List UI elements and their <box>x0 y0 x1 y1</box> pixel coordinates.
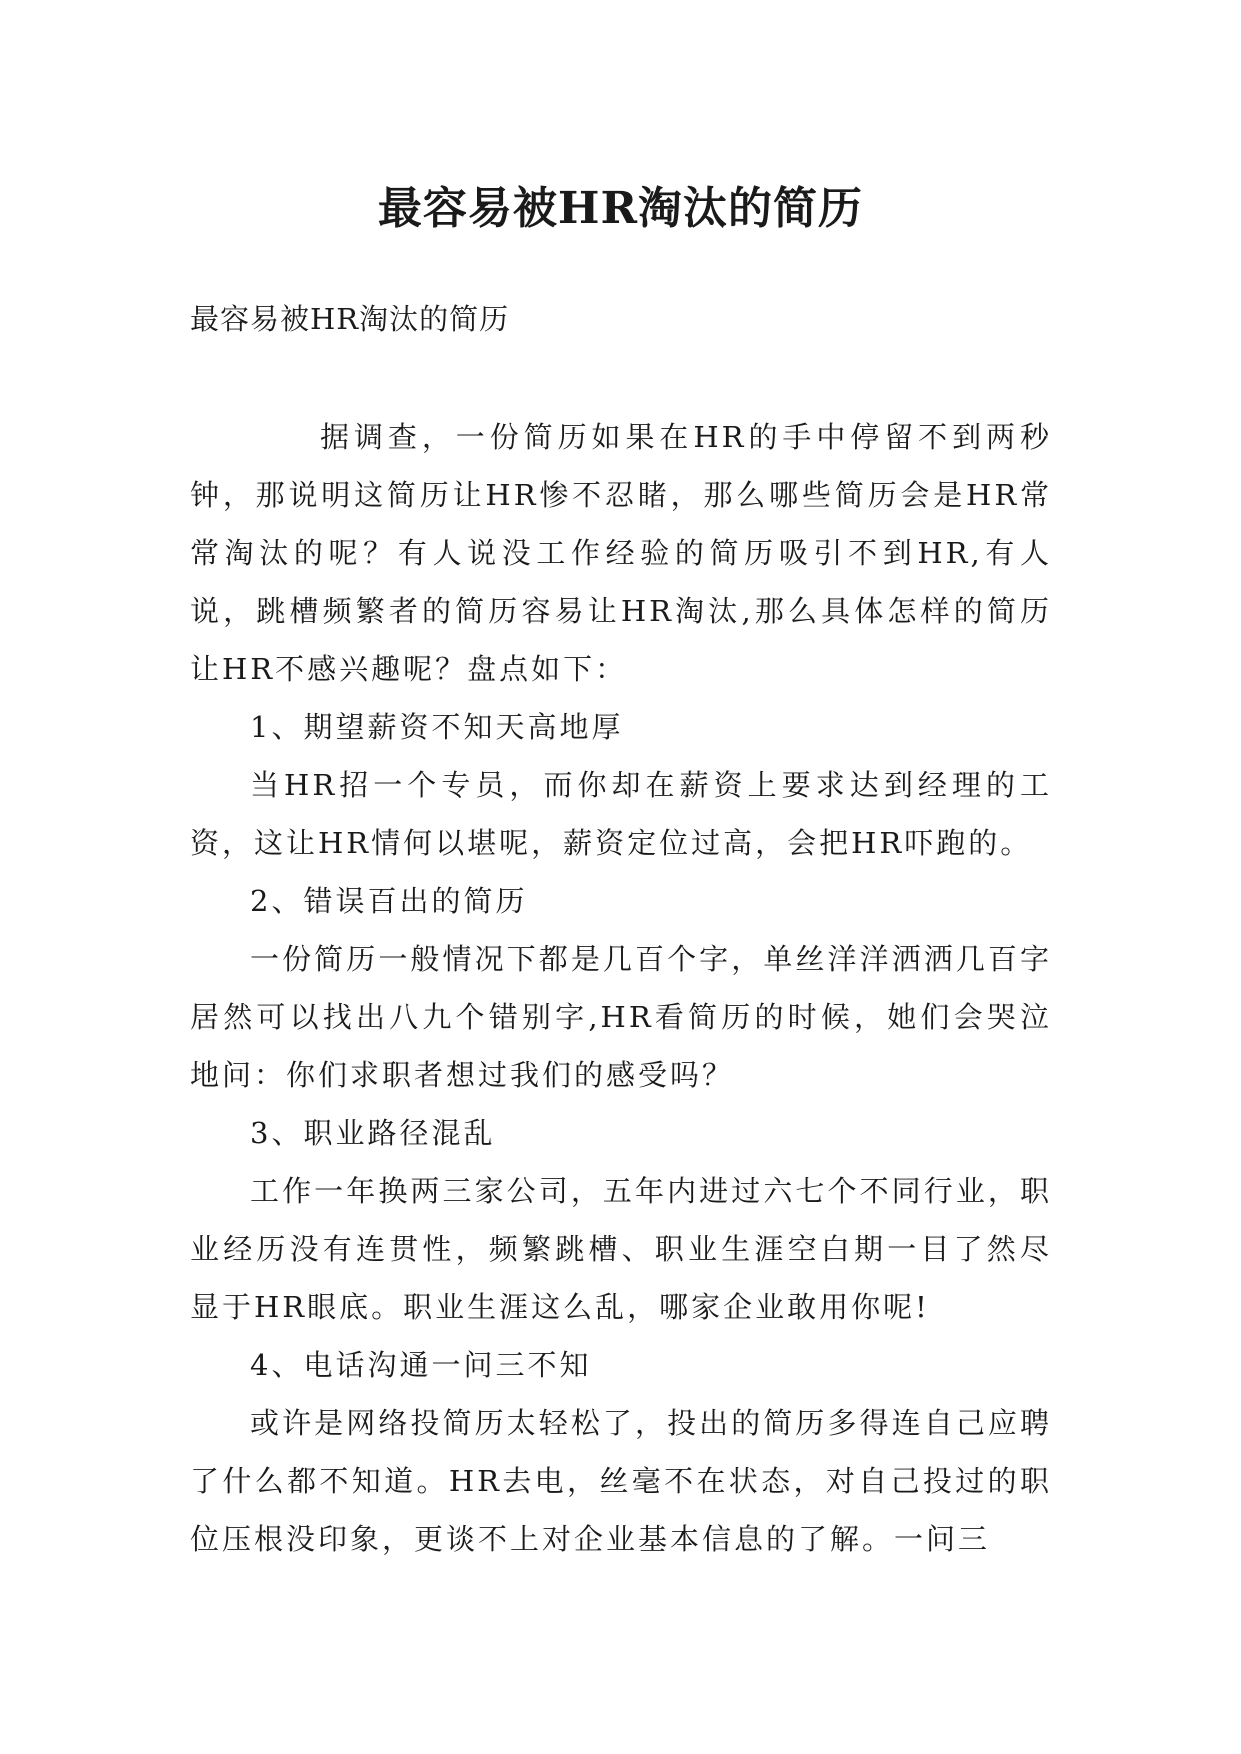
section-body-4: 或许是网络投简历太轻松了，投出的简历多得连自己应聘了什么都不知道。HR去电，丝毫不在状态，对自己投过的职位压根没印象，更谈不上对企业基本信息的了解。一问三 <box>190 1406 1052 1556</box>
paragraph-spacer <box>190 348 1052 408</box>
document-subtitle: 最容易被HR淘汰的简历 <box>190 302 510 336</box>
document-body <box>190 290 1052 1568</box>
section-body-3: 工作一年换两三家公司，五年内进过六七个不同行业，职业经历没有连贯性，频繁跳槽、职业生涯空白期一目了然尽显于HR眼底。职业生涯这么乱，哪家企业敢用你呢! <box>190 1174 1052 1324</box>
document-title: 最容易被HR淘汰的简历 <box>377 183 864 235</box>
section-body-2: 一份简历一般情况下都是几百个字，单丝洋洋洒洒几百字居然可以找出八九个错别字,HR看简历的时候，她们会哭泣地问：你们求职者想过我们的感受吗？ <box>190 942 1052 1092</box>
section-heading-2: 2、错误百出的简历 <box>250 884 528 918</box>
section-heading-1: 1、期望薪资不知天高地厚 <box>250 710 624 744</box>
intro-paragraph: 据调查，一份简历如果在HR的手中停留不到两秒钟，那说明这简历让HR惨不忍睹，那么哪些简历会是HR常常淘汰的呢？有人说没工作经验的简历吸引不到HR,有人说，跳槽频繁者的简历容易让HR淘汰,那么具体怎样的简历让HR不感兴趣呢？盘点如下： <box>190 420 1052 686</box>
section-body-1: 当HR招一个专员，而你却在薪资上要求达到经理的工资，这让HR情何以堪呢，薪资定位过高，会把HR吓跑的。 <box>190 768 1052 860</box>
section-heading-4: 4、电话沟通一问三不知 <box>250 1348 592 1382</box>
section-heading-3: 3、职业路径混乱 <box>250 1116 496 1150</box>
